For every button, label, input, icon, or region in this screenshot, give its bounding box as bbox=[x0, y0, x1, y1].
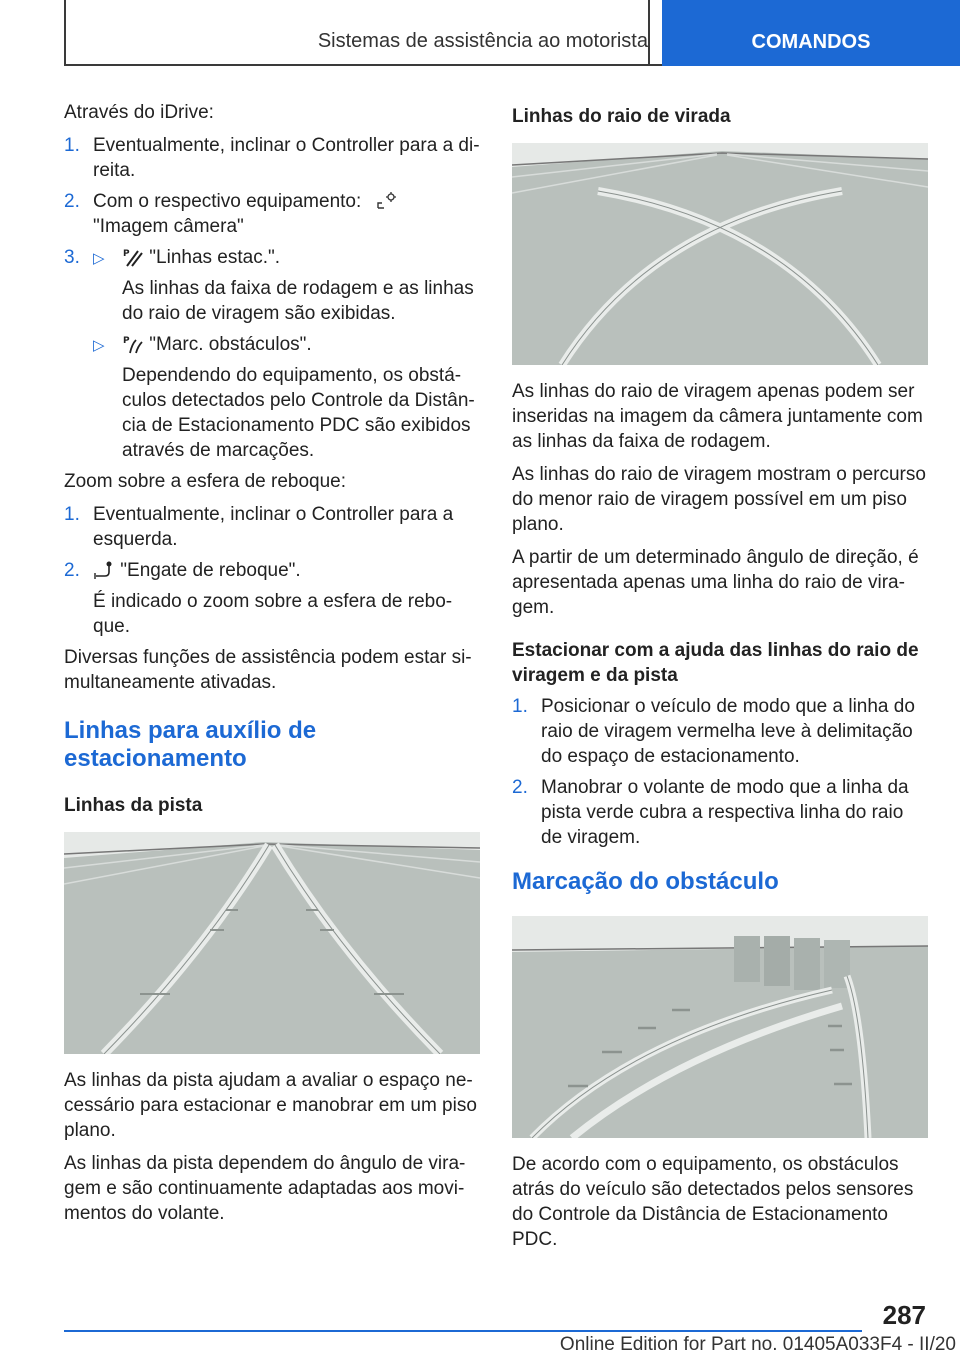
step-text: Manobrar o volante de modo que a linha da pista verde cubra a respectiva linha do raio de viragem. bbox=[541, 777, 909, 848]
step-text: "Engate de reboque". bbox=[120, 560, 301, 581]
turning-radius-figure bbox=[512, 143, 928, 365]
turning-radius-text-3: A partir de um determinado ângulo de direção, é apresentada apenas uma linha do raio de vira-gem. bbox=[512, 547, 919, 618]
step-item bbox=[64, 133, 480, 183]
step-number: 1. bbox=[512, 696, 528, 717]
step-number: 2. bbox=[64, 560, 80, 581]
step-item bbox=[64, 558, 480, 639]
option-desc: Dependendo do equipamento, os obstá-culos detectados pelo Controle da Distân-cia de Estacionamento PDC são exibidos através de marcações. bbox=[122, 365, 475, 461]
track-lines-figure bbox=[64, 832, 480, 1054]
step-desc: É indicado o zoom sobre a esfera de rebo-que. bbox=[93, 591, 453, 637]
camera-settings-icon bbox=[375, 191, 397, 211]
section-heading-parking-lines: Linhas para auxílio de estacionamento bbox=[64, 717, 317, 772]
subheading-turning-radius: Linhas do raio de virada bbox=[512, 106, 731, 127]
option-label: "Marc. obstáculos". bbox=[149, 334, 312, 355]
step-number: 2. bbox=[64, 191, 80, 212]
track-lines-text-1: As linhas da pista ajudam a avaliar o espaço ne-cessário para estacionar e manobrar em um piso plano. bbox=[64, 1070, 477, 1141]
bullet-triangle-icon: ▷ bbox=[93, 250, 105, 267]
edition-footer: Online Edition for Part no. 01405A033F4 - II/20 bbox=[559, 1334, 956, 1355]
obstacle-marking-figure bbox=[512, 916, 928, 1138]
track-lines-text-2: As linhas da pista dependem do ângulo de vira-gem e são continuamente adaptadas aos movi-mentos do volante. bbox=[64, 1153, 466, 1224]
step-text: Eventualmente, inclinar o Controller para a di-reita. bbox=[93, 135, 480, 181]
step-text-cont: "Imagem câmera" bbox=[93, 216, 244, 237]
subheading-track-lines: Linhas da pista bbox=[64, 795, 203, 816]
zoom-title: Zoom sobre a esfera de reboque: bbox=[64, 471, 347, 492]
svg-text:P: P bbox=[123, 249, 130, 259]
right-column bbox=[512, 100, 928, 1260]
left-column bbox=[64, 100, 480, 1234]
sub-option bbox=[93, 245, 480, 326]
sub-options bbox=[93, 245, 480, 463]
steps-zoom bbox=[64, 502, 480, 639]
step-item bbox=[64, 189, 480, 239]
option-desc: As linhas da faixa de rodagem e as linhas do raio de viragem são exibidas. bbox=[122, 278, 474, 324]
parking-lines-icon bbox=[122, 247, 144, 267]
page-number: 287 bbox=[882, 1300, 926, 1330]
subheading-parking-with-lines: Estacionar com a ajuda das linhas do raio de viragem e da pista bbox=[512, 640, 919, 686]
page-header bbox=[0, 0, 960, 66]
tow-hitch-icon bbox=[93, 560, 115, 580]
step-number: 1. bbox=[64, 135, 80, 156]
section-title: Sistemas de assistência ao motorista bbox=[317, 30, 648, 52]
multi-functions-text: Diversas funções de assistência podem estar si-multaneamente ativadas. bbox=[64, 647, 472, 693]
step-number: 2. bbox=[512, 777, 528, 798]
sub-option bbox=[93, 332, 480, 463]
obstacle-marking-text: De acordo com o equipamento, os obstáculos atrás do veículo são detectados pelos sensores do Controle da Distância de Estacionamento PDC. bbox=[512, 1154, 914, 1250]
turning-radius-text-2: As linhas do raio de viragem mostram o percurso do menor raio de viragem possível em um piso plano. bbox=[512, 464, 926, 535]
intro-text: Através do iDrive: bbox=[64, 102, 214, 123]
step-item bbox=[64, 502, 480, 552]
step-text: Posicionar o veículo de modo que a linha do raio de viragem vermelha leve à delimitação do espaço de estacionamento. bbox=[541, 696, 915, 767]
obstacle-marking-icon bbox=[122, 334, 144, 354]
step-item bbox=[64, 245, 480, 463]
section-heading-obstacle-marking: Marcação do obstáculo bbox=[512, 868, 779, 895]
option-label: "Linhas estac.". bbox=[149, 247, 281, 268]
step-number: 3. bbox=[64, 247, 80, 268]
svg-text:P: P bbox=[123, 336, 130, 346]
step-number: 1. bbox=[64, 504, 80, 525]
turning-radius-text-1: As linhas do raio de viragem apenas podem ser inseridas na imagem da câmera juntamente com as linhas da faixa de rodagem. bbox=[512, 381, 923, 452]
step-item bbox=[512, 694, 928, 769]
step-item bbox=[512, 775, 928, 850]
steps-parking bbox=[512, 694, 928, 850]
steps-idrive bbox=[64, 133, 480, 463]
step-text: Eventualmente, inclinar o Controller para a esquerda. bbox=[93, 504, 454, 550]
header-divider-right bbox=[648, 0, 650, 66]
step-text: Com o respectivo equipamento: bbox=[93, 191, 362, 212]
bullet-triangle-icon: ▷ bbox=[93, 337, 105, 354]
chapter-tab: COMANDOS bbox=[662, 0, 960, 66]
footer-rule bbox=[64, 1330, 862, 1332]
